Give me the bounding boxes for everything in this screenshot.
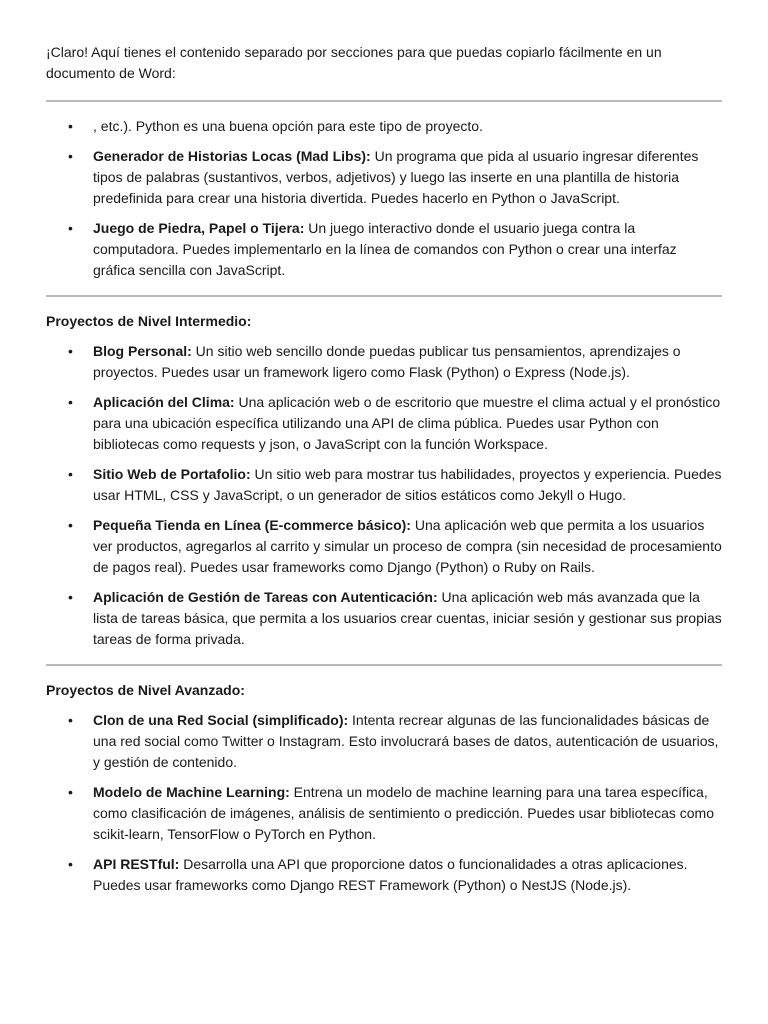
list-item	[46, 464, 722, 506]
list-item	[46, 218, 722, 281]
item-title: Modelo de Machine Learning:	[93, 784, 290, 800]
item-title: Blog Personal:	[93, 343, 192, 359]
item-title: Sitio Web de Portafolio:	[93, 466, 251, 482]
list-item	[46, 782, 722, 845]
bullet-icon: •	[68, 784, 73, 800]
bullet-icon: •	[68, 517, 73, 533]
list-item	[46, 515, 722, 578]
project-list-intermediate	[46, 341, 722, 650]
item-title: Clon de una Red Social (simplificado):	[93, 712, 349, 728]
list-item	[46, 116, 722, 137]
list-item	[46, 587, 722, 650]
item-text: Una aplicación web que permita a los usuarios ver productos, agregarlos al carrito y simular un proceso de compra (sin necesidad de procesamiento de pagos real). Puedes usar frameworks como Django (Python) o Ruby on Rails.	[93, 517, 722, 575]
list-item	[46, 854, 722, 896]
item-text: Un juego interactivo donde el usuario juega contra la computadora. Puedes implementarlo en la línea de comandos con Python o crear una interfaz gráfica sencilla con JavaScript.	[93, 220, 677, 278]
list-item	[46, 710, 722, 773]
bullet-icon: •	[68, 712, 73, 728]
section-heading-intermediate: Proyectos de Nivel Intermedio:	[46, 313, 252, 329]
project-list-advanced	[46, 710, 722, 896]
list-item	[46, 392, 722, 455]
item-text: , etc.). Python es una buena opción para este tipo de proyecto.	[93, 118, 483, 134]
bullet-icon: •	[68, 118, 73, 134]
item-text: Desarrolla una API que proporcione datos o funcionalidades a otras aplicaciones. Puedes usar frameworks como Django REST Framework (Python) o NestJS (Node.js).	[93, 856, 688, 893]
item-title: Aplicación del Clima:	[93, 394, 235, 410]
bullet-icon: •	[68, 148, 73, 164]
bullet-icon: •	[68, 343, 73, 359]
item-text: Entrena un modelo de machine learning para una tarea específica, como clasificación de imágenes, análisis de sentimiento o predicción. Puedes usar bibliotecas como scikit-learn, TensorFlow o PyTorch en Python.	[93, 784, 714, 842]
item-title: Generador de Historias Locas (Mad Libs):	[93, 148, 371, 164]
section-divider	[46, 295, 722, 297]
item-text: Un programa que pida al usuario ingresar diferentes tipos de palabras (sustantivos, verbos, adjetivos) y luego las inserte en una plantilla de historia predefinida para crear una historia divertida. Puedes hacerlo en Python o JavaScript.	[93, 148, 699, 206]
bullet-icon: •	[68, 856, 73, 872]
list-item	[46, 341, 722, 383]
section-heading-advanced: Proyectos de Nivel Avanzado:	[46, 682, 245, 698]
bullet-icon: •	[68, 394, 73, 410]
section-divider	[46, 664, 722, 666]
bullet-icon: •	[68, 220, 73, 236]
item-text: Un sitio web para mostrar tus habilidades, proyectos y experiencia. Puedes usar HTML, CSS y JavaScript, o un generador de sitios estáticos como Jekyll o Hugo.	[93, 466, 722, 503]
item-title: Juego de Piedra, Papel o Tijera:	[93, 220, 305, 236]
project-list-basic	[46, 116, 722, 281]
item-text: Intenta recrear algunas de las funcionalidades básicas de una red social como Twitter o Instagram. Esto involucrará bases de datos, autenticación de usuarios, y gestión de contenido.	[93, 712, 719, 770]
item-text: Un sitio web sencillo donde puedas publicar tus pensamientos, aprendizajes o proyectos. Puedes usar un framework ligero como Flask (Python) o Express (Node.js).	[93, 343, 681, 380]
item-title: Pequeña Tienda en Línea (E-commerce básico):	[93, 517, 411, 533]
intro-paragraph: ¡Claro! Aquí tienes el contenido separado por secciones para que puedas copiarlo fácilmente en un documento de Word:	[46, 44, 662, 81]
list-item	[46, 146, 722, 209]
item-title: Aplicación de Gestión de Tareas con Autenticación:	[93, 589, 438, 605]
bullet-icon: •	[68, 466, 73, 482]
item-title: API RESTful:	[93, 856, 180, 872]
section-divider	[46, 100, 722, 102]
bullet-icon: •	[68, 589, 73, 605]
item-text: Una aplicación web más avanzada que la lista de tareas básica, que permita a los usuarios crear cuentas, iniciar sesión y gestionar sus propias tareas de forma privada.	[93, 589, 722, 647]
item-text: Una aplicación web o de escritorio que muestre el clima actual y el pronóstico para una ubicación específica utilizando una API de clima pública. Puedes usar Python con bibliotecas como requests y json, o JavaScript con la función Workspace.	[93, 394, 721, 452]
